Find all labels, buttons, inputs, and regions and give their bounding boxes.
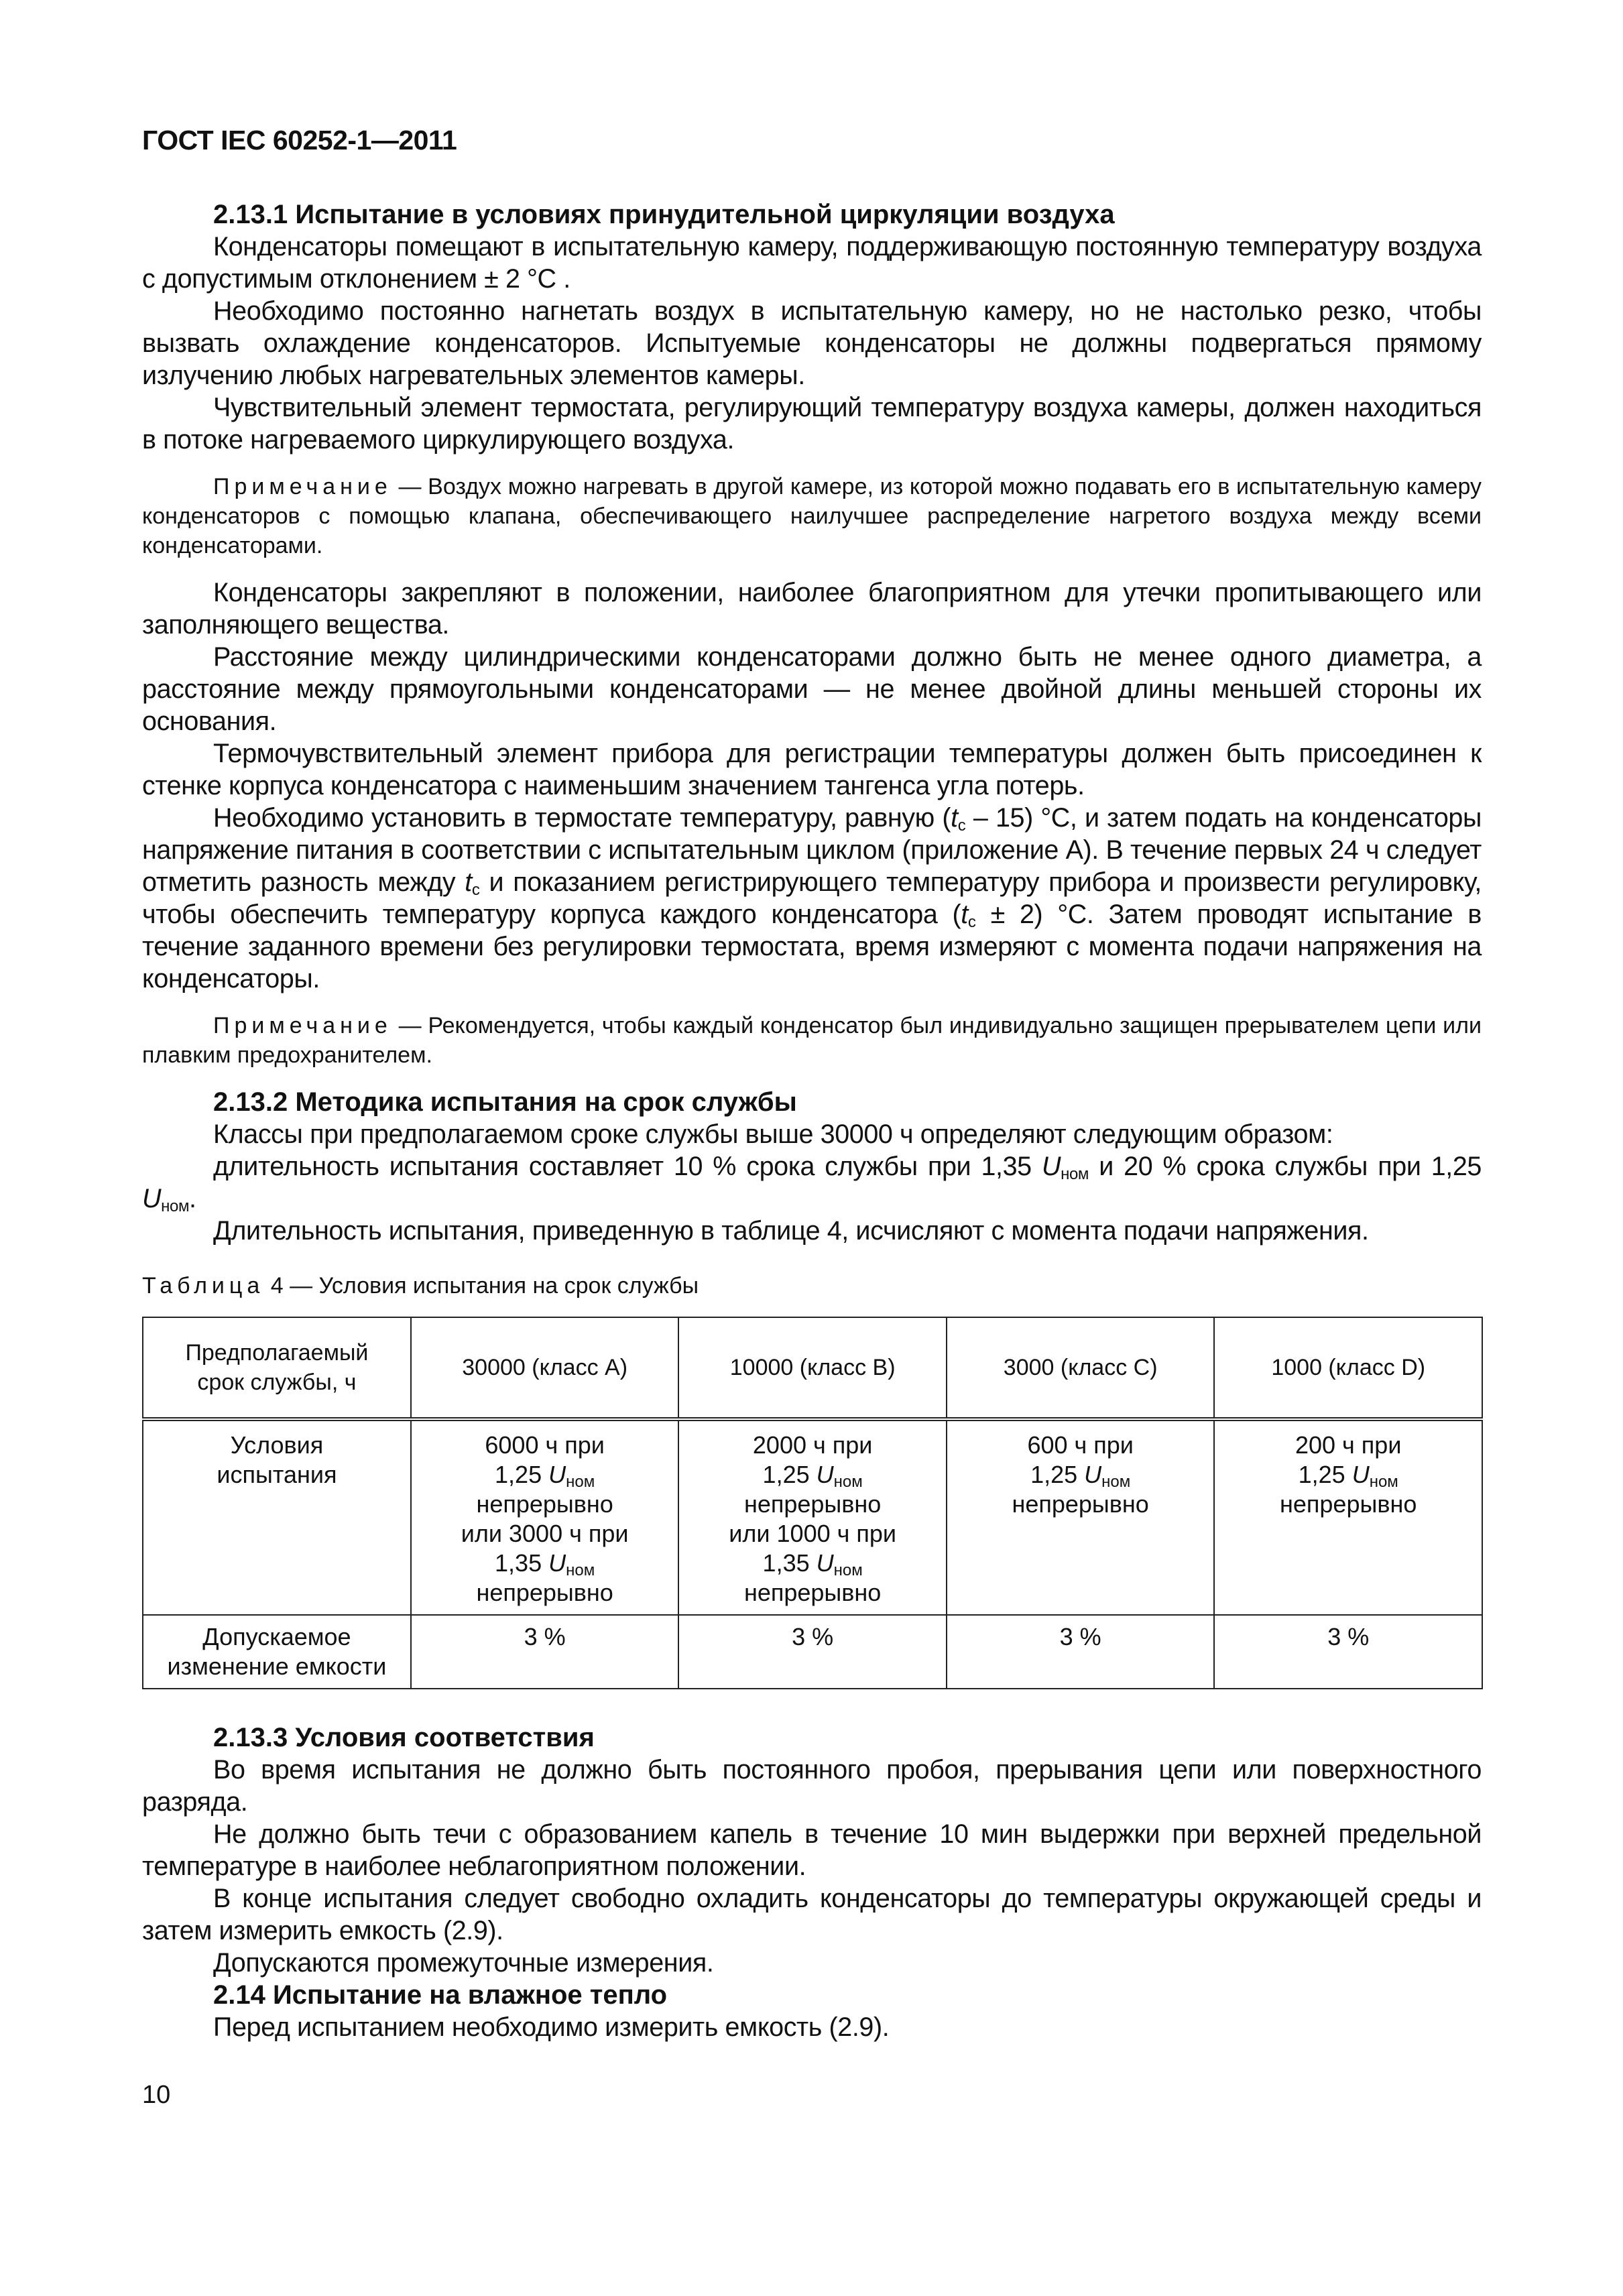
table-header-cell: 1000 (класс D) xyxy=(1214,1317,1482,1419)
table-cell: 2000 ч при 1,25 $U_{ном}$ непрерывно или 1000 ч при 1,35 $U_{ном}$ непрерывно xyxy=(678,1419,947,1615)
table-row xyxy=(143,1419,1482,1615)
table-4 xyxy=(142,1317,1483,1689)
table-header-cell: Предполагаемый срок службы, ч xyxy=(143,1317,411,1419)
table-cell: 3 % xyxy=(678,1615,947,1689)
section-2-13-3-title: 2.13.3 Условия соответствия xyxy=(213,1723,595,1752)
table-header-cell: 10000 (класс В) xyxy=(678,1317,947,1419)
paragraph: Термочувствительный элемент прибора для регистрации температуры должен быть присоединен к стенке корпуса конденсатора с наименьшим значением тангенса угла потерь. xyxy=(142,739,1482,800)
table-caption: Таблица 4 — Условия испытания на срок службы xyxy=(142,1273,699,1298)
table-cell: Условия испытания xyxy=(143,1419,411,1615)
paragraph: Чувствительный элемент термостата, регулирующий температуру воздуха камеры, должен находиться в потоке нагреваемого циркулирующего воздуха. xyxy=(142,393,1482,455)
table-header-row xyxy=(143,1317,1482,1419)
note-1 xyxy=(142,472,1482,560)
table-cell: 3 % xyxy=(947,1615,1215,1689)
table-cell: 6000 ч при 1,25 $U_{ном}$ непрерывно или 3000 ч при 1,35 $U_{ном}$ непрерывно xyxy=(411,1419,679,1615)
table-cell: 600 ч при 1,25 $U_{ном}$ непрерывно xyxy=(947,1419,1215,1615)
paragraph: Длительность испытания, приведенную в таблице 4, исчисляют с момента подачи напряжения. xyxy=(213,1216,1369,1246)
table-cell: 3 % xyxy=(411,1615,679,1689)
table-header-cell: 3000 (класс С) xyxy=(947,1317,1215,1419)
page-number: 10 xyxy=(142,2081,171,2109)
paragraph: Конденсаторы помещают в испытательную камеру, поддерживающую постоянную температуру воздуха с допустимым отклонением ± 2 °С . xyxy=(142,232,1482,294)
paragraph: Необходимо постоянно нагнетать воздух в испытательную камеру, но не настолько резко, чтобы вызвать охлаждение конденсаторов. Испытуемые конденсаторы не должны подвергаться прямому излучению любых нагревательных элементов камеры. xyxy=(142,296,1482,390)
paragraph-test-duration: длительность испытания составляет 10 % срока службы при 1,35 $U_{ном}$ и 20 % срока службы при 1,25 $U_{ном}$. xyxy=(142,1152,1482,1215)
table-header-cell: 30000 (класс А) xyxy=(411,1317,679,1419)
note-text: — Рекомендуется, чтобы каждый конденсатор был индивидуально защищен прерывателем цепи или плавким предохранителем. xyxy=(142,1013,1482,1068)
table-row xyxy=(143,1615,1482,1689)
note-text: — Воздух можно нагревать в другой камере, из которой можно подавать его в испытательную камеру конденсаторов с помощью клапана, обеспечивающего наилучшее распределение нагретого воздуха между всеми конденсаторами. xyxy=(142,474,1482,558)
document-header: ГОСТ IEC 60252-1—2011 xyxy=(142,125,457,156)
table-cell: Допускаемое изменение емкости xyxy=(143,1615,411,1689)
paragraph: Во время испытания не должно быть постоянного пробоя, прерывания цепи или поверхностного разряда. xyxy=(142,1755,1482,1817)
paragraph: Допускаются промежуточные измерения. xyxy=(213,1948,714,1978)
table-cell: 3 % xyxy=(1214,1615,1482,1689)
paragraph: Перед испытанием необходимо измерить емкость (2.9). xyxy=(213,2012,890,2042)
note-label: Примечание xyxy=(213,474,392,499)
paragraph: Конденсаторы закрепляют в положении, наиболее благоприятном для утечки пропитывающего или заполняющего вещества. xyxy=(142,578,1482,640)
table-cell: 200 ч при 1,25 $U_{ном}$ непрерывно xyxy=(1214,1419,1482,1615)
page-content xyxy=(142,198,1482,2043)
note-2 xyxy=(142,1011,1482,1070)
paragraph: Классы при предполагаемом сроке службы выше 30000 ч определяют следующим образом: xyxy=(213,1120,1333,1149)
paragraph: Не должно быть течи с образованием капель в течение 10 мин выдержки при верхней предельной температуре в наиболее неблагоприятном положении. xyxy=(142,1819,1482,1881)
section-2-13-1-title: 2.13.1 Испытание в условиях принудительной циркуляции воздуха xyxy=(213,200,1115,229)
section-2-13-2-title: 2.13.2 Методика испытания на срок службы xyxy=(213,1087,797,1117)
section-2-14-title: 2.14 Испытание на влажное тепло xyxy=(213,1980,668,2010)
paragraph-temperature: Необходимо установить в термостате температуру, равную $(t_c - 15)$ °С, и затем подать на конденсаторы напряжение питания в соответствии с испытательным циклом (приложение А). В течение первых 24 ч следует отметить разность между $t_c$ и показанием регистрирующего температуру прибора и произвести регулировку, чтобы обеспечить температуру корпуса каждого конденсатора $(t_c \pm 2)$ °С. Затем проводят испытание в течение заданного времени без регулировки термостата, время измеряют с момента подачи напряжения на конденсаторы. xyxy=(142,803,1482,993)
paragraph: Расстояние между цилиндрическими конденсаторами должно быть не менее одного диаметра, а расстояние между прямоугольными конденсаторами — не менее двойной длины меньшей стороны их основания. xyxy=(142,642,1482,736)
note-label: Примечание xyxy=(213,1013,392,1038)
paragraph: В конце испытания следует свободно охладить конденсаторы до температуры окружающей среды и затем измерить емкость (2.9). xyxy=(142,1884,1482,1945)
